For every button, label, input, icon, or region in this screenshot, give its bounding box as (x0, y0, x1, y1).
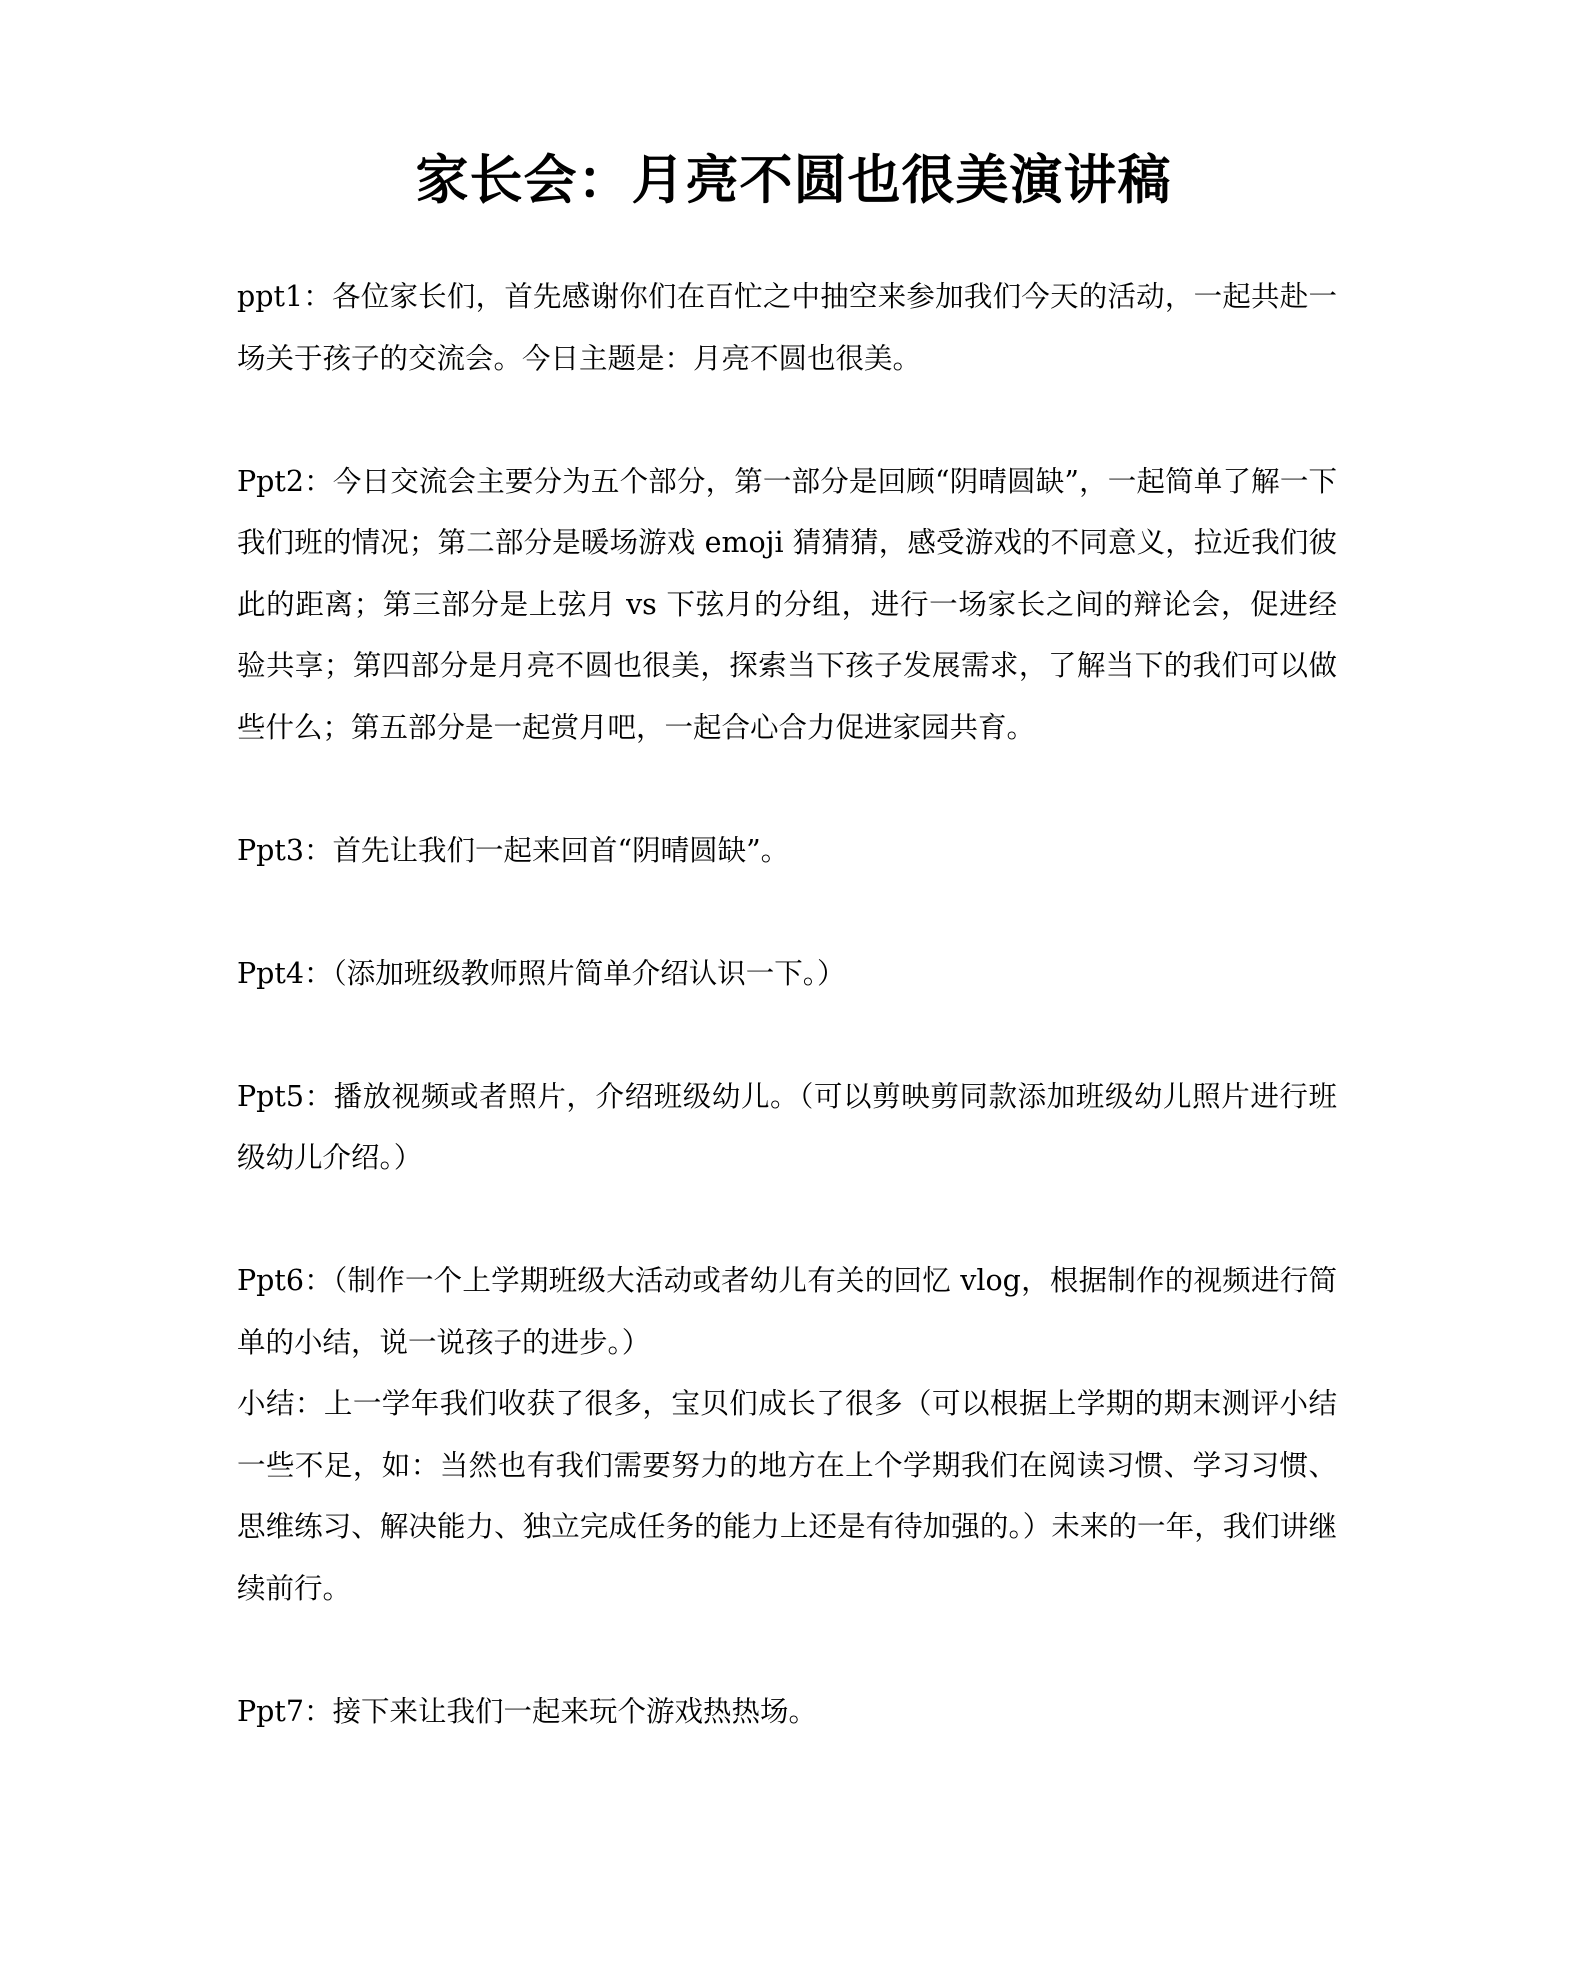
paragraph-ppt7: Ppt7：接下来让我们一起来玩个游戏热热场。 (237, 1694, 818, 1728)
paragraph-summary: 小结：上一学年我们收获了很多，宝贝们成长了很多（可以根据上学期的期末测评小结一些不足，如：当然也有我们需要努力的地方在上个学期我们在阅读习惯、学习习惯、思维练习、解决能力、独立完成任务的能力上还是有待加强的。）未来的一年，我们讲继续前行。 (237, 1387, 1337, 1605)
paragraph-ppt6: Ppt6：（制作一个上学期班级大活动或者幼儿有关的回忆 vlog，根据制作的视频进行简单的小结，说一说孩子的进步。） (237, 1264, 1337, 1359)
paragraph-spacer (237, 881, 1337, 943)
paragraph-spacer (237, 1619, 1337, 1681)
paragraph-spacer (237, 389, 1337, 451)
paragraph-spacer (237, 1004, 1337, 1066)
paragraph-ppt3: Ppt3：首先让我们一起来回首“阴晴圆缺”。 (237, 833, 790, 867)
paragraph-ppt5: Ppt5：播放视频或者照片，介绍班级幼儿。（可以剪映剪同款添加班级幼儿照片进行班级幼儿介绍。） (237, 1079, 1337, 1174)
paragraph-ppt4: Ppt4：（添加班级教师照片简单介绍认识一下。） (237, 956, 846, 990)
paragraph-ppt2: Ppt2：今日交流会主要分为五个部分，第一部分是回顾“阴晴圆缺”，一起简单了解一下我们班的情况；第二部分是暖场游戏 emoji 猜猜猜，感受游戏的不同意义，拉近我们彼此的距离；第三部分是上弦月 vs 下弦月的分组，进行一场家长之间的辩论会，促进经验共享；第四部分是月亮不圆也很美，探索当下孩子发展需求，了解当下的我们可以做些什么；第五部分是一起赏月吧，一起合心合力促进家园共育。 (237, 464, 1337, 744)
paragraph-spacer (237, 1189, 1337, 1251)
document-body (237, 266, 1337, 1742)
document-title: 家长会：月亮不圆也很美演讲稿 (415, 149, 1172, 211)
paragraph-spacer (237, 758, 1337, 820)
paragraph-ppt1: ppt1：各位家长们，首先感谢你们在百忙之中抽空来参加我们今天的活动，一起共赴一场关于孩子的交流会。今日主题是：月亮不圆也很美。 (237, 280, 1337, 375)
